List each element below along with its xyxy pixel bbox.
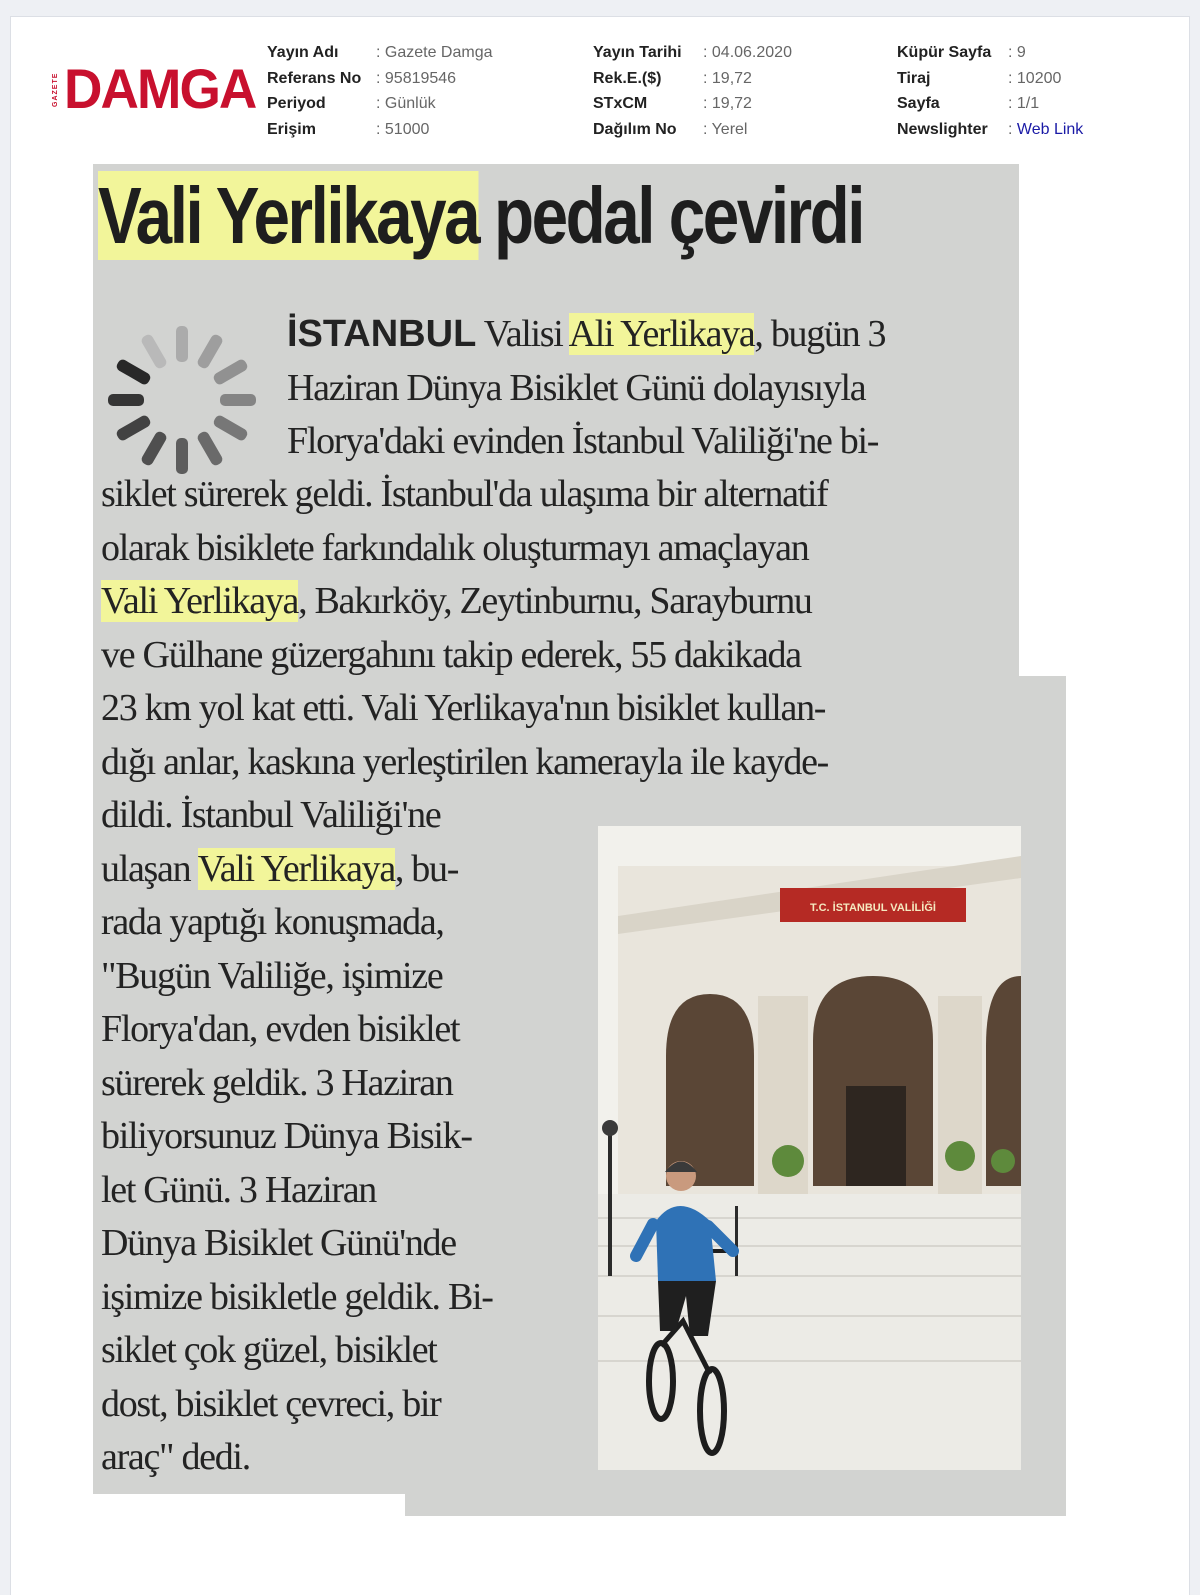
meta-value: : Gazete Damga xyxy=(376,44,493,61)
meta-row xyxy=(593,117,792,143)
meta-value: : Yerel xyxy=(703,120,748,138)
article-intro xyxy=(287,312,885,473)
meta-key: Periyod xyxy=(267,95,326,112)
meta-key: STxCM xyxy=(593,95,648,112)
text-fragment: Valisi xyxy=(476,313,569,355)
text-fragment: , bugün 3 xyxy=(754,313,886,355)
meta-key: Sayfa xyxy=(897,95,940,112)
meta-value: : 19,72 xyxy=(703,95,752,112)
text-fragment: ulaşan xyxy=(101,847,198,890)
text-line: dildi. İstanbul Valiliği'ne xyxy=(101,794,441,836)
meta-row xyxy=(897,40,1083,66)
spinner-spoke xyxy=(212,358,249,386)
text-line: araç" dedi. xyxy=(101,1436,250,1478)
meta-row xyxy=(593,91,792,117)
meta-key: Küpür Sayfa xyxy=(897,44,992,61)
text-line: rada yaptığı konuşmada, xyxy=(101,901,444,943)
article-photo xyxy=(598,826,1021,1470)
text-line: Florya'daki evinden İstanbul Valiliği'ne bi- xyxy=(287,420,879,462)
meta-value: : 95819546 xyxy=(376,69,457,87)
text-line: işimize bisikletle geldik. Bi- xyxy=(101,1275,493,1318)
text-line: 23 km yol kat etti. Vali Yerlikaya'nın bisiklet kullan- xyxy=(101,687,826,729)
spinner-spoke xyxy=(108,394,144,406)
lead-word: İSTANBUL xyxy=(287,313,477,355)
text-line: dost, bisiklet çevreci, bir xyxy=(101,1382,441,1425)
clipping-background xyxy=(405,1494,1066,1516)
text-line: Dünya Bisiklet Günü'nde xyxy=(101,1222,456,1264)
meta-value: : 9 xyxy=(1008,44,1026,61)
photo-sign-text: T.C. İSTANBUL VALİLİĞİ xyxy=(810,902,936,914)
meta-key: Yayın Tarihi xyxy=(593,44,682,61)
highlighted-name: Vali Yerlikaya xyxy=(197,847,395,890)
meta-value xyxy=(1008,117,1083,143)
text-line: dığı anlar, kaskına yerleştirilen kamerayla ile kayde- xyxy=(101,740,829,783)
meta-value: : 51000 xyxy=(376,120,430,138)
headline-highlight: Vali Yerlikaya xyxy=(98,171,479,260)
text-line xyxy=(101,847,493,901)
meta-value: : 04.06.2020 xyxy=(703,44,792,61)
meta-column-2 xyxy=(593,40,792,142)
spinner-spoke xyxy=(220,394,256,406)
meta-row xyxy=(897,117,1083,143)
text-line: ve Gülhane güzergahını takip ederek, 55 dakikada xyxy=(101,633,801,676)
meta-row xyxy=(267,40,493,66)
logo-small-text: GAZETE xyxy=(52,72,59,108)
spinner-spoke xyxy=(176,326,188,362)
spinner-icon xyxy=(104,322,260,478)
article-body-narrow xyxy=(101,793,493,1489)
text-line: Florya'dan, evden bisiklet xyxy=(101,1008,460,1050)
highlighted-name: Vali Yerlikaya xyxy=(101,580,299,622)
headline-rest: pedal çevirdi xyxy=(478,171,864,260)
spinner-spoke xyxy=(140,333,168,370)
meta-key: Newslighter xyxy=(897,120,988,138)
meta-row xyxy=(267,117,493,143)
text-line xyxy=(101,579,828,633)
meta-key: Referans No xyxy=(267,69,362,87)
meta-key: Rek.E.($) xyxy=(593,69,662,87)
spinner-spoke xyxy=(212,414,249,442)
spinner-spoke xyxy=(115,414,152,442)
text-line: let Günü. 3 Haziran xyxy=(101,1168,376,1211)
article-body xyxy=(101,472,828,793)
text-line: biliyorsunuz Dünya Bisik- xyxy=(101,1115,472,1157)
meta-row xyxy=(267,66,493,92)
logo-word: DAMGA xyxy=(64,57,256,120)
text-fragment: , bu- xyxy=(394,847,459,890)
highlighted-name: Ali Yerlikaya xyxy=(568,313,755,355)
text-line: siklet sürerek geldi. İstanbul'da ulaşıma bir alternatif xyxy=(101,473,828,515)
spinner-spoke xyxy=(196,333,224,370)
meta-value-prefix: : xyxy=(1008,120,1017,138)
meta-value: : Günlük xyxy=(376,95,436,112)
meta-row xyxy=(593,66,792,92)
text-fragment: , Bakırköy, Zeytinburnu, Sarayburnu xyxy=(298,580,812,622)
meta-value: : 1/1 xyxy=(1008,95,1040,112)
text-line: "Bugün Valiliğe, işimize xyxy=(101,954,443,997)
spinner-spoke xyxy=(176,438,188,474)
meta-row xyxy=(897,91,1083,117)
meta-key: Erişim xyxy=(267,120,316,138)
meta-row xyxy=(897,66,1083,92)
meta-value: : 10200 xyxy=(1008,69,1062,87)
meta-key: Tiraj xyxy=(897,69,931,87)
text-line: Haziran Dünya Bisiklet Günü dolayısıyla xyxy=(287,366,866,409)
web-link[interactable]: Web Link xyxy=(1016,120,1084,138)
meta-row xyxy=(267,91,493,117)
meta-value: : 19,72 xyxy=(703,69,752,87)
spinner-spoke xyxy=(196,430,224,467)
meta-column-1 xyxy=(267,40,493,142)
spinner-spoke xyxy=(140,430,168,467)
spinner-spoke xyxy=(115,358,152,386)
cyclist-photo-illustration xyxy=(598,826,1021,1470)
meta-column-3 xyxy=(897,40,1083,142)
text-line: siklet çok güzel, bisiklet xyxy=(101,1329,437,1371)
text-line xyxy=(287,312,885,366)
meta-row xyxy=(593,40,792,66)
headline xyxy=(98,166,863,266)
text-line: sürerek geldik. 3 Haziran xyxy=(101,1061,453,1104)
meta-key: Dağılım No xyxy=(593,120,677,138)
meta-key: Yayın Adı xyxy=(267,44,339,61)
text-line: olarak bisiklete farkındalık oluşturmayı amaçlayan xyxy=(101,526,809,569)
